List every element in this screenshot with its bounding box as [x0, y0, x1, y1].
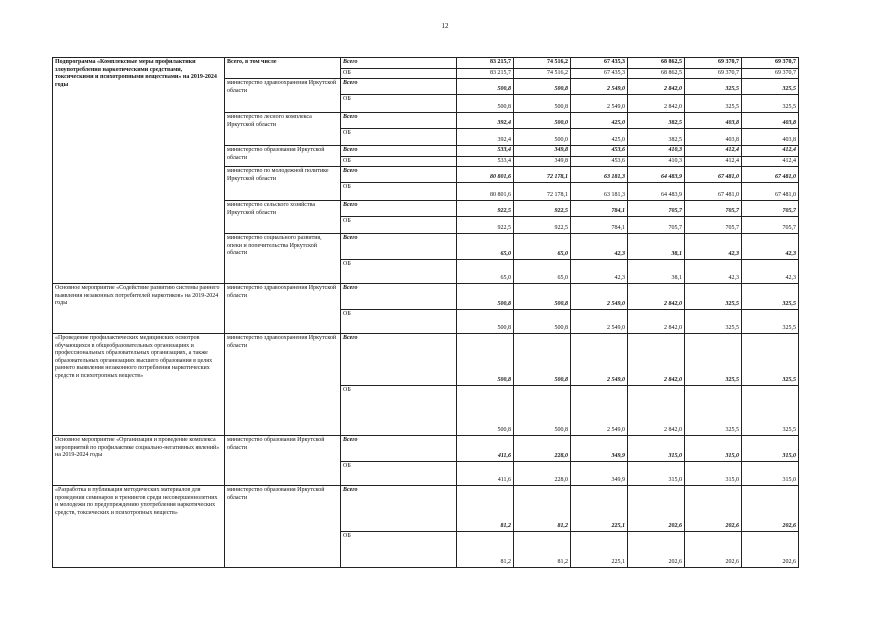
source-total-label: Всего — [341, 234, 457, 260]
total-year-3: 42,3 — [571, 234, 628, 260]
ob-year-2: 500,8 — [514, 386, 571, 436]
ob-year-6: 67 481,0 — [742, 183, 799, 201]
ob-year-5: 202,6 — [685, 532, 742, 568]
ob-year-3: 2 549,0 — [571, 310, 628, 334]
ob-year-3: 349,9 — [571, 462, 628, 486]
total-year-1: 411,6 — [457, 436, 514, 462]
ob-year-5: 325,5 — [685, 310, 742, 334]
ob-year-5: 325,5 — [685, 386, 742, 436]
total-year-1: 81,2 — [457, 486, 514, 532]
total-year-4: 315,0 — [628, 436, 685, 462]
total-year-2: 228,0 — [514, 436, 571, 462]
total-year-2: 349,8 — [514, 146, 571, 157]
total-year-4: 2 842,0 — [628, 334, 685, 386]
source-ob-label: ОБ — [341, 183, 457, 201]
total-year-6: 325,5 — [742, 284, 799, 310]
table-row — [53, 486, 799, 532]
total-year-4: 68 862,5 — [628, 58, 685, 69]
ob-year-1: 500,8 — [457, 310, 514, 334]
total-year-1: 500,8 — [457, 79, 514, 95]
total-year-3: 2 549,0 — [571, 284, 628, 310]
total-year-5: 705,7 — [685, 201, 742, 217]
total-year-2: 500,0 — [514, 113, 571, 129]
executor-name: министерство здравоохранения Иркутской области — [225, 284, 341, 334]
ob-year-5: 67 481,0 — [685, 183, 742, 201]
ob-year-1: 392,4 — [457, 129, 514, 146]
total-year-1: 533,4 — [457, 146, 514, 157]
activity-title: Основное мероприятие «Содействие развитию системы раннего выявления незаконных потребителей наркотиков» на 2019-2024 годы — [53, 284, 225, 334]
total-year-4: 2 842,0 — [628, 284, 685, 310]
ob-year-6: 325,5 — [742, 95, 799, 113]
ob-year-4: 705,7 — [628, 217, 685, 234]
ob-year-2: 72 178,1 — [514, 183, 571, 201]
ob-year-6: 403,8 — [742, 129, 799, 146]
ob-year-4: 2 842,0 — [628, 310, 685, 334]
total-year-4: 2 842,0 — [628, 79, 685, 95]
total-year-5: 325,5 — [685, 79, 742, 95]
total-year-3: 784,1 — [571, 201, 628, 217]
source-ob-label: ОБ — [341, 532, 457, 568]
total-year-3: 2 549,0 — [571, 334, 628, 386]
source-ob-label: ОБ — [341, 68, 457, 79]
total-year-2: 72 178,1 — [514, 167, 571, 183]
ob-year-3: 453,6 — [571, 156, 628, 167]
executor-name: министерство образования Иркутской области — [225, 146, 341, 167]
total-year-2: 500,8 — [514, 79, 571, 95]
total-year-5: 403,8 — [685, 113, 742, 129]
ob-year-2: 228,0 — [514, 462, 571, 486]
ob-year-1: 500,8 — [457, 386, 514, 436]
total-year-6: 412,4 — [742, 146, 799, 157]
ob-year-2: 65,0 — [514, 260, 571, 284]
ob-year-2: 74 516,2 — [514, 68, 571, 79]
source-total-label: Всего — [341, 201, 457, 217]
ob-year-3: 225,1 — [571, 532, 628, 568]
source-total-label: Всего — [341, 334, 457, 386]
total-year-2: 65,0 — [514, 234, 571, 260]
ob-year-2: 922,5 — [514, 217, 571, 234]
executor-name: министерство сельского хозяйства Иркутской области — [225, 201, 341, 234]
ob-year-6: 412,4 — [742, 156, 799, 167]
ob-year-3: 67 435,3 — [571, 68, 628, 79]
source-ob-label: ОБ — [341, 156, 457, 167]
ob-year-4: 202,6 — [628, 532, 685, 568]
total-year-5: 42,3 — [685, 234, 742, 260]
total-year-6: 315,0 — [742, 436, 799, 462]
ob-year-5: 315,0 — [685, 462, 742, 486]
total-year-5: 412,4 — [685, 146, 742, 157]
ob-year-3: 2 549,0 — [571, 95, 628, 113]
subprogram-executor: Всего, в том числе — [225, 58, 341, 79]
ob-year-1: 922,5 — [457, 217, 514, 234]
total-year-4: 410,3 — [628, 146, 685, 157]
ob-year-5: 69 370,7 — [685, 68, 742, 79]
total-year-6: 69 370,7 — [742, 58, 799, 69]
total-year-3: 63 181,3 — [571, 167, 628, 183]
total-year-1: 80 801,6 — [457, 167, 514, 183]
budget-table — [52, 57, 799, 568]
ob-year-1: 500,8 — [457, 95, 514, 113]
ob-year-6: 42,3 — [742, 260, 799, 284]
ob-year-6: 325,5 — [742, 386, 799, 436]
ob-year-1: 81,2 — [457, 532, 514, 568]
executor-name: министерство социального развития, опеки и попечительства Иркутской области — [225, 234, 341, 284]
ob-year-5: 412,4 — [685, 156, 742, 167]
total-year-6: 42,3 — [742, 234, 799, 260]
total-year-5: 325,5 — [685, 284, 742, 310]
source-ob-label: ОБ — [341, 386, 457, 436]
total-year-1: 83 215,7 — [457, 58, 514, 69]
ob-year-3: 425,0 — [571, 129, 628, 146]
total-year-5: 69 370,7 — [685, 58, 742, 69]
executor-name: министерство здравоохранения Иркутской области — [225, 334, 341, 436]
total-year-5: 325,5 — [685, 334, 742, 386]
ob-year-4: 315,0 — [628, 462, 685, 486]
total-year-3: 349,9 — [571, 436, 628, 462]
total-year-2: 500,8 — [514, 334, 571, 386]
ob-year-4: 68 862,5 — [628, 68, 685, 79]
total-year-3: 225,1 — [571, 486, 628, 532]
total-year-2: 81,2 — [514, 486, 571, 532]
ob-year-2: 500,8 — [514, 95, 571, 113]
ob-year-6: 202,6 — [742, 532, 799, 568]
ob-year-4: 2 842,0 — [628, 386, 685, 436]
total-year-4: 38,1 — [628, 234, 685, 260]
source-total-label: Всего — [341, 167, 457, 183]
ob-year-6: 315,0 — [742, 462, 799, 486]
activity-title: «Разработка и публикация методических материалов для проведения семинаров и тренингов среди несовершеннолетних и молодежи по предупреждению употребления наркотических средств, токсических и психотропных веществ» — [53, 486, 225, 568]
executor-name: министерство здравоохранения Иркутской области — [225, 79, 341, 113]
total-year-3: 425,0 — [571, 113, 628, 129]
total-year-6: 325,5 — [742, 334, 799, 386]
total-year-1: 392,4 — [457, 113, 514, 129]
source-total-label: Всего — [341, 113, 457, 129]
source-ob-label: ОБ — [341, 95, 457, 113]
table-row — [53, 284, 799, 310]
total-year-3: 67 435,3 — [571, 58, 628, 69]
total-year-6: 325,5 — [742, 79, 799, 95]
source-total-label: Всего — [341, 146, 457, 157]
executor-name: министерство лесного комплекса Иркутской области — [225, 113, 341, 146]
source-total-label: Всего — [341, 79, 457, 95]
ob-year-4: 2 842,0 — [628, 95, 685, 113]
page-number: 12 — [441, 22, 449, 30]
ob-year-6: 69 370,7 — [742, 68, 799, 79]
total-year-6: 202,6 — [742, 486, 799, 532]
total-year-4: 64 483,9 — [628, 167, 685, 183]
ob-year-3: 2 549,0 — [571, 386, 628, 436]
total-year-4: 705,7 — [628, 201, 685, 217]
total-year-4: 382,5 — [628, 113, 685, 129]
executor-name: министерство образования Иркутской области — [225, 486, 341, 568]
ob-year-2: 500,8 — [514, 310, 571, 334]
executor-name: министерство образования Иркутской области — [225, 436, 341, 486]
ob-year-2: 349,8 — [514, 156, 571, 167]
total-year-6: 67 481,0 — [742, 167, 799, 183]
ob-year-1: 65,0 — [457, 260, 514, 284]
ob-year-4: 64 483,9 — [628, 183, 685, 201]
total-year-2: 74 516,2 — [514, 58, 571, 69]
executor-name: министерство по молодежной политике Иркутской области — [225, 167, 341, 201]
ob-year-5: 325,5 — [685, 95, 742, 113]
table-row — [53, 334, 799, 386]
total-year-1: 922,5 — [457, 201, 514, 217]
subprogram-title: Подпрограмма «Комплексные меры профилактики злоупотребления наркотическими средствами, токсическими и психотропными веществами» на 2019-2024 годы — [53, 58, 225, 284]
table-row — [53, 58, 799, 69]
ob-year-4: 410,3 — [628, 156, 685, 167]
source-ob-label: ОБ — [341, 129, 457, 146]
source-total-label: Всего — [341, 486, 457, 532]
activity-title: Основное мероприятие «Организация и проведение комплекса мероприятий по профилактике социально-негативных явлений» на 2019-2024 годы — [53, 436, 225, 486]
source-total-label: Всего — [341, 436, 457, 462]
source-ob-label: ОБ — [341, 260, 457, 284]
ob-year-5: 705,7 — [685, 217, 742, 234]
source-total-label: Всего — [341, 284, 457, 310]
ob-year-5: 42,3 — [685, 260, 742, 284]
table-row — [53, 436, 799, 462]
source-ob-label: ОБ — [341, 462, 457, 486]
total-year-6: 705,7 — [742, 201, 799, 217]
ob-year-4: 382,5 — [628, 129, 685, 146]
total-year-1: 500,8 — [457, 334, 514, 386]
total-year-3: 2 549,0 — [571, 79, 628, 95]
ob-year-5: 403,8 — [685, 129, 742, 146]
ob-year-6: 325,5 — [742, 310, 799, 334]
ob-year-2: 81,2 — [514, 532, 571, 568]
ob-year-6: 705,7 — [742, 217, 799, 234]
ob-year-1: 411,6 — [457, 462, 514, 486]
ob-year-4: 38,1 — [628, 260, 685, 284]
total-year-4: 202,6 — [628, 486, 685, 532]
total-year-5: 315,0 — [685, 436, 742, 462]
source-ob-label: ОБ — [341, 310, 457, 334]
activity-title: «Проведение профилактических медицинских осмотров обучающихся в общеобразовательных организациях и профессиональных образовательных организациях, а также образовательных организациях высшего образования в целях раннего выявления незаконного потребления наркотических средств и психотропных веществ» — [53, 334, 225, 436]
source-total-label: Всего — [341, 58, 457, 69]
ob-year-1: 80 801,6 — [457, 183, 514, 201]
total-year-6: 403,8 — [742, 113, 799, 129]
total-year-3: 453,6 — [571, 146, 628, 157]
total-year-2: 922,5 — [514, 201, 571, 217]
total-year-1: 65,0 — [457, 234, 514, 260]
ob-year-1: 83 215,7 — [457, 68, 514, 79]
ob-year-1: 533,4 — [457, 156, 514, 167]
total-year-2: 500,8 — [514, 284, 571, 310]
source-ob-label: ОБ — [341, 217, 457, 234]
total-year-1: 500,8 — [457, 284, 514, 310]
ob-year-3: 784,1 — [571, 217, 628, 234]
ob-year-3: 42,3 — [571, 260, 628, 284]
total-year-5: 202,6 — [685, 486, 742, 532]
total-year-5: 67 481,0 — [685, 167, 742, 183]
ob-year-2: 500,0 — [514, 129, 571, 146]
ob-year-3: 63 181,3 — [571, 183, 628, 201]
